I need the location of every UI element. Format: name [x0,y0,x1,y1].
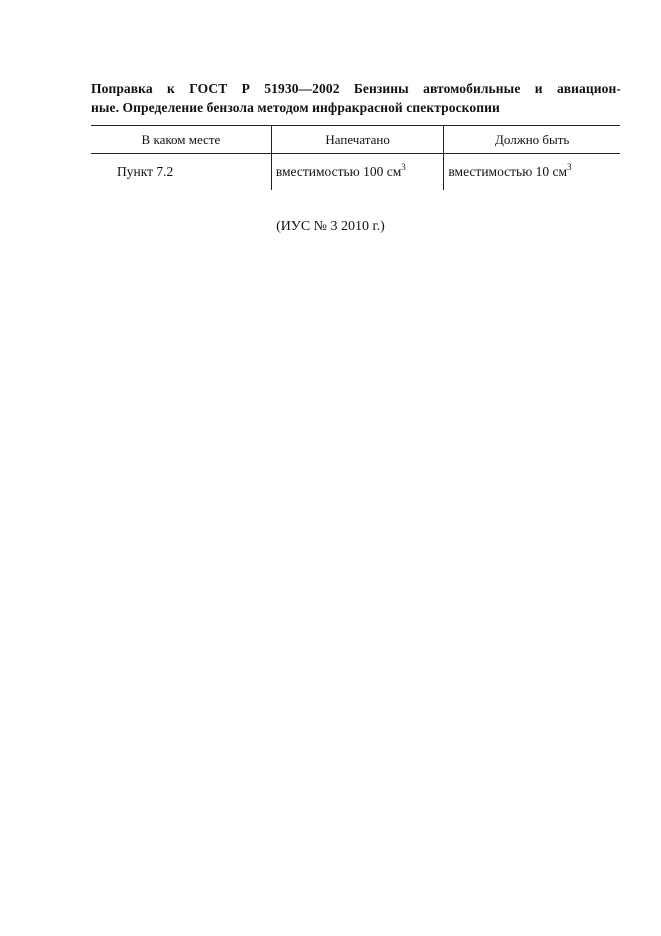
cell-correct-text: вместимостью 10 см [448,164,568,179]
amendment-table [91,125,620,190]
source-reference: (ИУС № 3 2010 г.) [276,219,385,234]
cell-printed-text: вместимостью 100 см [275,164,402,179]
table-header-row [91,126,620,154]
table-row [91,154,620,191]
amendment-title-line-2: ные. Определение бензола методом инфракрасной спектроскопии [91,100,500,115]
amendment-title [91,79,621,117]
cell-correct [444,154,620,191]
amendment-title-line-1: Поправка к ГОСТ Р 51930—2002 Бензины автомобильные и авиацион- [91,81,621,96]
cell-where-text: Пункт 7.2 [117,164,174,179]
cell-correct-superscript: 3 [567,162,572,172]
cell-where [91,154,271,191]
column-header-printed: Напечатано [271,126,444,154]
cell-printed-superscript: 3 [401,162,406,172]
column-header-correct: Должно быть [444,126,620,154]
column-header-where: В каком месте [91,126,271,154]
cell-printed [271,154,444,191]
